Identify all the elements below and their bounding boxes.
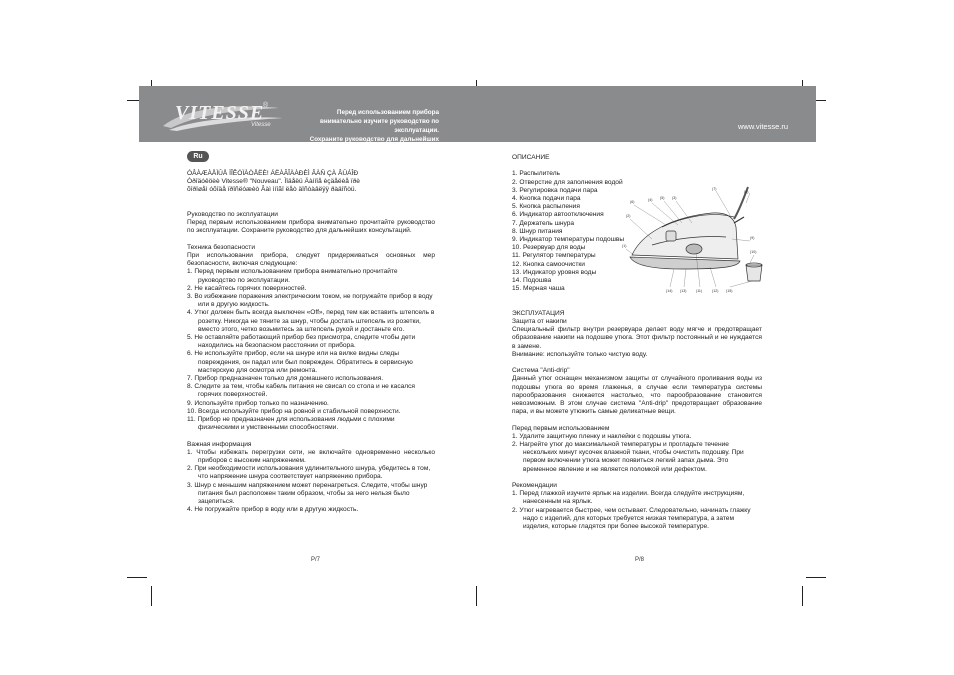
recommend-heading: Рекомендации [512, 482, 557, 490]
parts-item: 15. Мерная чаша [512, 285, 565, 293]
header-notice-line: внимательно изучите руководство по эксплуатации. [320, 118, 439, 134]
description-heading: ОПИСАНИЕ [512, 154, 550, 161]
recommend-item: 2. Утюг нагревается быстрее, чем остывает. Следовательно, начинать глажку надо с изделий, для которых требуется низкая температура, а затем изделия, которые гладятся при более высокой температуре. [512, 506, 751, 531]
crop-mark [806, 577, 826, 578]
figure-label: (5) [660, 196, 665, 200]
figure-label: (12) [712, 289, 719, 293]
safety-item: 8. Следите за тем, чтобы кабель питания не свисал со стола и не касался горячих поверхностей. [187, 383, 416, 399]
first-use-item: 2. Нагрейте утюг до максимальной температуры и прогладьте течение нескольких минут кусочек влажной ткани, чтобы очистить подошву. При первом включении утюга может появиться легкий запах дыма. Это временное явление и не является поломкой или дефектом. [512, 441, 744, 473]
scale-heading: Защита от накипи [512, 318, 567, 326]
safety-heading: Техника безопасности [187, 243, 256, 251]
intro-line: õîðîøåì óõîäå ïðîñëóæèò Âàì ìíîãî ëåò äîñòàâëÿÿ ðàäîñòü. [187, 186, 357, 194]
operation-heading: ЭКСПЛУАТАЦИЯ [512, 309, 565, 317]
parts-item: 11. Регулятор температуры [512, 252, 596, 260]
parts-item: 8. Шнур питания [512, 227, 563, 235]
figure-label: (13) [680, 289, 687, 293]
figure-label: (3) [672, 196, 677, 200]
safety-item: 3. Во избежание поражения электрическим током, не погружайте прибор в воду или в другую жидкость. [187, 293, 433, 309]
parts-item: 5. Кнопка распыления [512, 203, 580, 211]
safety-item: 10. Всегда используйте прибор на ровной и стабильной поверхности. [187, 407, 401, 415]
first-use-heading: Перед первым использованием [512, 424, 610, 432]
figure-label: (2) [626, 214, 631, 218]
scale-text: Специальный фильтр внутри резервуара делает воду мягче и предотвращает образование накипи на подошве утюга. Этот фильтр постоянный и не нуждается в замене. [512, 326, 762, 350]
important-item: 2. При необходимости использования удлинительного шнура, убедитесь в том, что напряжение шнура соответствует напряжению прибора. [187, 465, 431, 481]
important-item: 1. Чтобы избежать перегрузки сети, не включайте одновременно несколько приборов с высоким напряжением. [187, 448, 435, 465]
page-number-right: P/8 [635, 557, 645, 563]
safety-item: 5. Не оставляйте работающий прибор без присмотра, следите чтобы дети находились на безопасном расстоянии от прибора. [187, 334, 416, 350]
header-notice [289, 108, 439, 153]
figure-label: (15) [726, 289, 733, 293]
guide-heading: Руководство по эксплуатации [187, 210, 278, 218]
parts-item: 2. Отверстие для заполнения водой [512, 178, 623, 186]
important-heading: Важная информация [187, 440, 252, 448]
important-item: 4. Не погружайте прибор в воду или в другую жидкость. [187, 506, 359, 514]
crop-mark [127, 577, 147, 578]
figure-label: (10) [750, 250, 757, 254]
website-url[interactable]: www.vitesse.ru [737, 122, 788, 131]
safety-intro: При использовании прибора, следует придерживаться основных мер безопасности, включая следующие: [187, 251, 435, 268]
iron-diagram [622, 183, 774, 298]
safety-item: 9. Используйте прибор только по назначению. [187, 399, 329, 407]
figure-label: (1) [622, 244, 627, 248]
figure-label: (14) [666, 289, 673, 293]
crop-mark [802, 586, 803, 606]
left-page [187, 170, 435, 514]
safety-item: 11. Прибор не предназначен для использования людьми с плохими физическими и умственными способностями. [187, 416, 395, 432]
header-notice-line: Сохраните руководство для дальнейших консультаций! [309, 136, 439, 152]
parts-item: 14. Подошва [512, 277, 552, 285]
parts-item: 7. Держатель шнура [512, 219, 575, 227]
parts-item: 12. Кнопка самоочистки [512, 260, 585, 268]
safety-item: 7. Прибор предназначен только для домашнего использования. [187, 375, 384, 383]
antidrip-heading: Система "Anti-drip" [512, 367, 570, 375]
figure-label: (6) [630, 200, 635, 204]
first-use-item: 1. Удалите защитную пленку и наклейки с подошвы утюга. [512, 432, 692, 440]
crop-mark [476, 586, 477, 606]
intro-line: Òðîäóêöèè Vitesse® "Nouveau". Ìîäåëü Äàííîå èçäåëèå ïðè [187, 178, 360, 186]
parts-item: 3. Регулировка подачи пара [512, 186, 598, 194]
parts-item: 4. Кнопка подачи пара [512, 195, 581, 202]
logo-text: VITESSE [175, 102, 265, 124]
parts-item: 10. Резервуар для воды [512, 244, 586, 252]
safety-item: 1. Перед первым использованием прибора внимательно прочитайте руководство по эксплуатации. [187, 268, 398, 284]
language-badge: Ru [187, 151, 209, 162]
antidrip-text: Данный утюг оснащен механизмом защиты от случайного проливания воды из подошвы утюга во время глаженья, в случае если температура системы парообразования снижается настолько, что парообразование становится невозможным. В этом случае система "Anti-drip" предотвращает образование пара, и вы можете утюжить самые деликатные вещи. [512, 375, 762, 416]
safety-item: 4. Утюг должен быть всегда выключен «Off», перед тем как вставить штепсель в розетку. Никогда не тяните за шнур, чтобы достать штепсель из розетки, вместо этого, четко возьмитесь за штепсель рукой и достаньте его. [187, 309, 435, 333]
crop-mark [151, 586, 152, 606]
figure-label: (9) [750, 236, 755, 240]
figure-label: (11) [696, 289, 703, 293]
page-number-left: P/7 [311, 557, 321, 563]
guide-text: Перед первым использованием прибора внимательно прочитайте руководство по эксплуатации. Сохраните руководство для дальнейших консультаций. [187, 219, 435, 235]
intro-line: ÓÂÀÆÀÅÌÛÅ ÏÎÊÓÏÀÒÅËÈ! ÁËÀÃÎÄÀÐÈÌ ÂÀÑ ÇÀ ÂÛÁÎÐ [187, 170, 359, 177]
parts-item: 1. Распылитель [512, 170, 560, 178]
recommend-item: 1. Перед глажкой изучите ярлык на изделии. Всегда следуйте инструкциям, нанесенным на ярлык. [512, 490, 745, 506]
figure-label: (4) [648, 198, 653, 202]
logo-registered-mark: ® [263, 102, 269, 109]
important-item: 3. Шнур с меньшим напряжением может перенагреться. Следите, чтобы шнур питания был расположен таким образом, чтобы за него нельзя было зацепиться. [187, 481, 428, 506]
parts-item: 13. Индикатор уровня воды [512, 268, 597, 276]
scale-note: Внимание: используйте только чистую воду. [512, 350, 648, 358]
brand-logo [159, 100, 289, 132]
figure-label: (8) [744, 190, 749, 194]
header-notice-line: Перед использованием прибора [336, 109, 439, 116]
logo-subtitle: Vitesse [251, 122, 271, 128]
safety-item: 6. Не используйте прибор, если на шнуре или на вилке видны следы повреждения, он падал или был поврежден. Обратитесь в сервисную мастерскую для осмотра или ремонта. [187, 350, 413, 374]
header-band [139, 86, 816, 152]
parts-item: 6. Индикатор автоотключения [512, 211, 604, 219]
figure-label: (7) [712, 187, 717, 191]
safety-item: 2. Не касайтесь горячих поверхностей. [187, 284, 307, 292]
parts-item: 9. Индикатор температуры подошвы [512, 236, 625, 244]
